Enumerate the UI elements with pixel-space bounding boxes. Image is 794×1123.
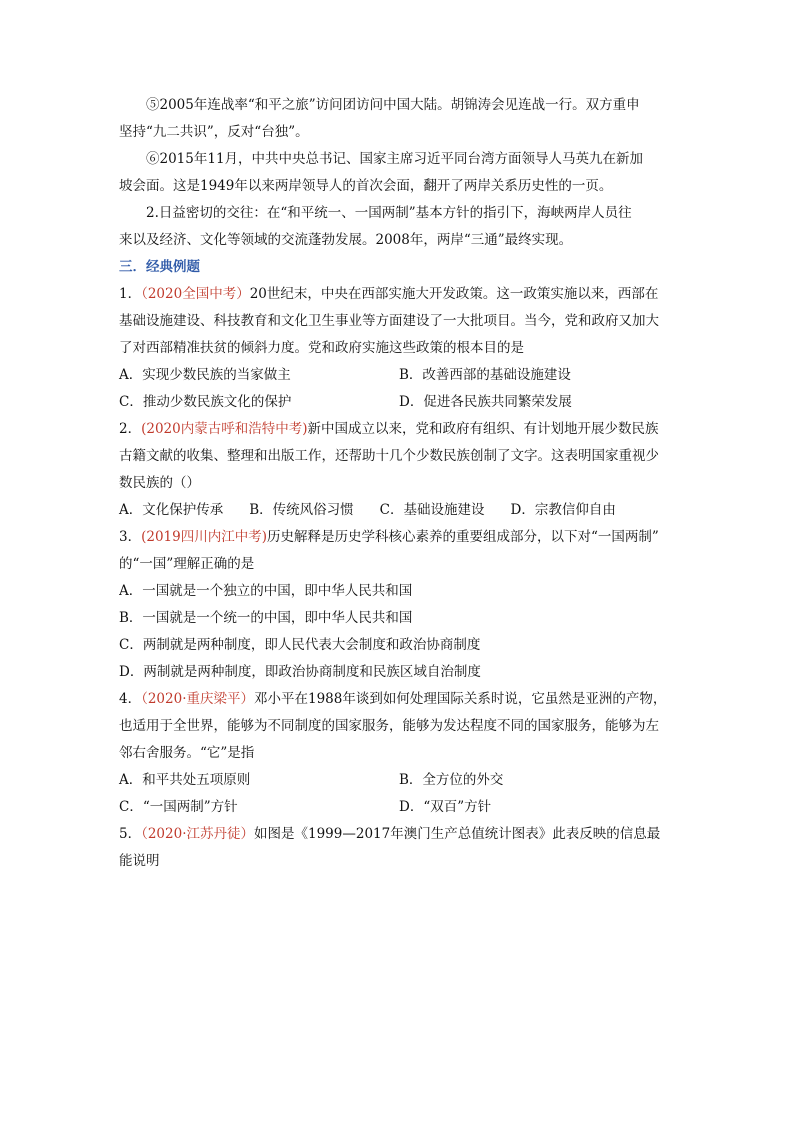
document-page: [119, 92, 684, 875]
option-d: D．“双百”方针: [399, 799, 492, 815]
question-number: 3．: [119, 529, 142, 545]
question-source: （2020全国中考）: [141, 286, 250, 302]
option-b: B．全方位的外交: [399, 772, 504, 788]
history-point-5-line-1: ⑤2005年连战率“和平之旅”访问团访问中国大陆。胡锦涛会见连战一行。双方重申: [146, 97, 640, 113]
option-a: A．实现少数民族的当家做主: [119, 367, 291, 383]
question-4-options-row-1: [119, 767, 684, 794]
question-1-line-1: [119, 281, 684, 308]
question-text: 历史解释是历史学科核心素养的重要组成部分，以下对“一国两制”: [266, 529, 659, 545]
question-3-line-2: 的“一国”理解正确的是: [119, 556, 255, 572]
section-title: 三．经典例题: [119, 259, 200, 275]
question-1-options-row-2: [119, 389, 684, 416]
question-2-options-row: [119, 497, 684, 524]
question-number: 4．: [119, 691, 142, 707]
question-3-line-1: [119, 524, 684, 551]
question-4-options-row-2: [119, 794, 684, 821]
question-source: (2019四川内江中考): [141, 529, 267, 545]
question-5-line-1: [119, 821, 684, 848]
question-source: （2020·江苏丹徒）: [141, 826, 254, 842]
question-4-line-1: [119, 686, 684, 713]
question-text: 邓小平在1988年谈到如何处理国际关系时说，它虽然是亚洲的产物，: [254, 691, 667, 707]
option-a: A．文化保护传承: [119, 502, 224, 518]
option-c: C．两制就是两种制度，即人民代表大会制度和政治协商制度: [119, 637, 481, 653]
option-c: C．“一国两制”方针: [119, 799, 238, 815]
question-text: 20世纪末，中央在西部实施大开发政策。这一政策实施以来，西部在: [249, 286, 659, 302]
question-2-line-3: 数民族的（）: [119, 475, 200, 491]
question-5-line-2: 能说明: [119, 853, 160, 869]
question-text: 如图是《1999—2017年澳门生产总值统计图表》此表反映的信息最: [254, 826, 661, 842]
history-point-5-line-2: 坚持“九二共识”，反对“台独”。: [119, 124, 309, 140]
option-b: B．一国就是一个统一的中国，即中华人民共和国: [119, 610, 413, 626]
option-b: B．改善西部的基础设施建设: [399, 367, 571, 383]
exchange-paragraph-line-2: 来以及经济、文化等领域的交流蓬勃发展。2008年，两岸“三通”最终实现。: [119, 232, 573, 248]
question-1-options-row-1: [119, 362, 684, 389]
option-a: A．一国就是一个独立的中国，即中华人民共和国: [119, 583, 413, 599]
option-d: D．促进各民族共同繁荣发展: [399, 394, 572, 410]
question-1-line-3: 了对西部精准扶贫的倾斜力度。党和政府实施这些政策的根本目的是: [119, 340, 524, 356]
question-2-line-2: 古籍文献的收集、整理和出版工作，还帮助十几个少数民族创制了文字。这表明国家重视少: [119, 448, 659, 464]
history-point-6-line-2: 坡会面。这是1949年以来两岸领导人的首次会面，翻开了两岸关系历史性的一页。: [119, 178, 613, 194]
question-2-line-1: [119, 416, 684, 443]
exchange-paragraph-line-1: 2.日益密切的交往：在“和平统一、一国两制”基本方针的指引下，海峡两岸人员往: [146, 205, 632, 221]
history-point-6-line-1: ⑥2015年11月，中共中央总书记、国家主席习近平同台湾方面领导人马英九在新加: [146, 151, 644, 167]
question-4-line-2: 也适用于全世界，能够为不同制度的国家服务，能够为发达程度不同的国家服务，能够为左: [119, 718, 659, 734]
option-c: C．基础设施建设: [379, 502, 485, 518]
question-number: 1．: [119, 286, 142, 302]
question-number: 5．: [119, 826, 142, 842]
question-1-line-2: 基础设施建设、科技教育和文化卫生事业等方面建设了一大批项目。当今，党和政府又加大: [119, 313, 659, 329]
option-d: D．宗教信仰自由: [510, 502, 616, 518]
question-source: (2020内蒙古呼和浩特中考): [141, 421, 308, 437]
option-a: A．和平共处五项原则: [119, 772, 251, 788]
option-c: C．推动少数民族文化的保护: [119, 394, 292, 410]
option-d: D．两制就是两种制度，即政治协商制度和民族区域自治制度: [119, 664, 481, 680]
option-b: B．传统风俗习惯: [249, 502, 354, 518]
question-number: 2．: [119, 421, 142, 437]
question-source: （2020·重庆梁平）: [141, 691, 254, 707]
question-4-line-3: 邻右舍服务。“它”是指: [119, 745, 255, 761]
question-text: 新中国成立以来，党和政府有组织、有计划地开展少数民族: [307, 421, 659, 437]
